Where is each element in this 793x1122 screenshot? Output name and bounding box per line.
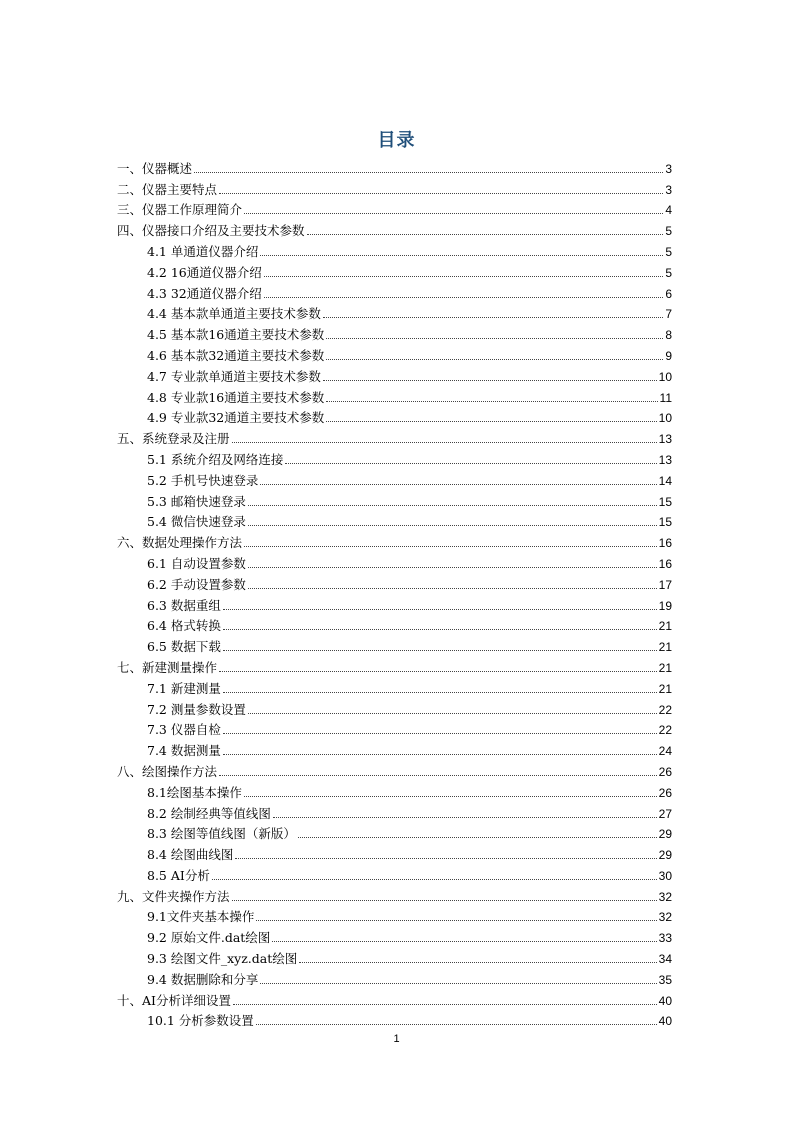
dot-leader xyxy=(299,962,656,963)
toc-entry-page: 14 xyxy=(658,473,672,488)
toc-entry-page: 26 xyxy=(658,764,672,779)
dot-leader xyxy=(223,609,657,610)
toc-entry-page: 21 xyxy=(658,681,672,696)
dot-leader xyxy=(244,546,657,547)
toc-entry-page: 40 xyxy=(658,993,672,1008)
toc-entry-title: 8.4 绘图曲线图 xyxy=(147,847,234,863)
dot-leader xyxy=(233,1004,657,1005)
toc-entry-title: 6.2 手动设置参数 xyxy=(147,576,246,592)
dot-leader xyxy=(264,276,664,277)
toc-entry-title: 4.6 基本款32通道主要技术参数 xyxy=(147,347,325,363)
dot-leader xyxy=(212,879,657,880)
dot-leader xyxy=(256,920,656,921)
toc-entry-title: 8.1绘图基本操作 xyxy=(147,784,242,800)
toc-entry-title: 5.3 邮箱快速登录 xyxy=(147,493,246,509)
toc-entry-page: 4 xyxy=(665,203,672,218)
toc-subsection-entry[interactable] xyxy=(117,904,672,925)
toc-entry-title: 7.2 测量参数设置 xyxy=(147,701,246,717)
dot-leader xyxy=(223,733,657,734)
toc-entry-page: 10 xyxy=(658,369,672,384)
toc-entry-page: 27 xyxy=(658,806,672,821)
toc-subsection-entry[interactable] xyxy=(117,633,672,654)
toc-entry-title: 九、文件夹操作方法 xyxy=(117,888,230,904)
toc-entry-title: 10.1 分析参数设置 xyxy=(147,1013,254,1029)
toc-entry-page: 16 xyxy=(658,536,672,551)
toc-section-entry[interactable] xyxy=(117,987,672,1008)
toc-section-entry[interactable] xyxy=(117,654,672,675)
toc-entry-title: 4.4 基本款单通道主要技术参数 xyxy=(147,306,321,322)
toc-subsection-entry[interactable] xyxy=(117,259,672,280)
toc-entry-title: 七、新建测量操作 xyxy=(117,659,218,675)
dot-leader xyxy=(260,255,663,256)
dot-leader xyxy=(248,713,657,714)
toc-entry-page: 24 xyxy=(658,744,672,759)
toc-entry-page: 6 xyxy=(665,286,672,301)
toc-entry-title: 9.4 数据删除和分享 xyxy=(147,971,259,987)
toc-entry-title: 6.3 数据重组 xyxy=(147,597,221,613)
dot-leader xyxy=(323,317,663,318)
toc-entry-title: 4.5 基本款16通道主要技术参数 xyxy=(147,327,325,343)
toc-entry-page: 32 xyxy=(658,910,672,925)
toc-section-entry[interactable] xyxy=(117,758,672,779)
toc-subsection-entry[interactable] xyxy=(117,613,672,634)
toc-subsection-entry[interactable] xyxy=(117,550,672,571)
toc-entry-page: 13 xyxy=(658,452,672,467)
toc-entry-title: 6.5 数据下载 xyxy=(147,639,221,655)
toc-entry-page: 19 xyxy=(658,598,672,613)
toc-entry-title: 三、仪器工作原理简介 xyxy=(117,202,243,218)
toc-section-entry[interactable] xyxy=(117,217,672,238)
toc-subsection-entry[interactable] xyxy=(117,966,672,987)
toc-entry-title: 7.4 数据测量 xyxy=(147,743,221,759)
dot-leader xyxy=(223,650,657,651)
toc-entry-page: 15 xyxy=(658,515,672,530)
toc-subsection-entry[interactable] xyxy=(117,1008,672,1029)
dot-leader xyxy=(260,484,656,485)
toc-subsection-entry[interactable] xyxy=(117,821,672,842)
dot-leader xyxy=(273,817,657,818)
toc-subsection-entry[interactable] xyxy=(117,405,672,426)
dot-leader xyxy=(235,858,656,859)
toc-subsection-entry[interactable] xyxy=(117,862,672,883)
toc-subsection-entry[interactable] xyxy=(117,841,672,862)
toc-subsection-entry[interactable] xyxy=(117,945,672,966)
toc-entry-page: 17 xyxy=(658,577,672,592)
toc-subsection-entry[interactable] xyxy=(117,446,672,467)
toc-subsection-entry[interactable] xyxy=(117,571,672,592)
toc-entry-title: 4.1 单通道仪器介绍 xyxy=(147,243,259,259)
toc-section-entry[interactable] xyxy=(117,176,672,197)
dot-leader xyxy=(244,213,663,214)
toc-section-entry[interactable] xyxy=(117,425,672,446)
toc-entry-title: 8.3 绘图等值线图（新版） xyxy=(147,826,296,842)
toc-subsection-entry[interactable] xyxy=(117,737,672,758)
dot-leader xyxy=(256,1024,657,1025)
toc-entry-title: 9.1文件夹基本操作 xyxy=(147,909,255,925)
dot-leader xyxy=(232,900,657,901)
toc-entry-page: 3 xyxy=(665,182,672,197)
toc-section-entry[interactable] xyxy=(117,529,672,550)
toc-entry-page: 21 xyxy=(658,660,672,675)
toc-entry-title: 9.2 原始文件.dat绘图 xyxy=(147,930,271,946)
toc-entry-title: 二、仪器主要特点 xyxy=(117,181,218,197)
toc-subsection-entry[interactable] xyxy=(117,467,672,488)
toc-entry-page: 29 xyxy=(658,848,672,863)
toc-subsection-entry[interactable] xyxy=(117,717,672,738)
toc-entry-page: 5 xyxy=(665,224,672,239)
toc-subsection-entry[interactable] xyxy=(117,924,672,945)
toc-entry-page: 9 xyxy=(665,348,672,363)
toc-entry-title: 6.1 自动设置参数 xyxy=(147,555,246,571)
toc-entry-page: 33 xyxy=(658,931,672,946)
dot-leader xyxy=(323,380,657,381)
toc-subsection-entry[interactable] xyxy=(117,488,672,509)
toc-section-entry[interactable] xyxy=(117,883,672,904)
toc-entry-title: 六、数据处理操作方法 xyxy=(117,535,243,551)
dot-leader xyxy=(326,359,663,360)
dot-leader xyxy=(248,567,657,568)
page-number: 1 xyxy=(393,1033,400,1045)
toc-entry-page: 35 xyxy=(658,972,672,987)
toc-subsection-entry[interactable] xyxy=(117,384,672,405)
dot-leader xyxy=(264,297,664,298)
dot-leader xyxy=(219,775,657,776)
toc-subsection-entry[interactable] xyxy=(117,238,672,259)
toc-entry-title: 5.2 手机号快速登录 xyxy=(147,472,259,488)
toc-entry-title: 5.1 系统介绍及网络连接 xyxy=(147,451,284,467)
dot-leader xyxy=(223,629,657,630)
table-of-contents xyxy=(117,155,672,1028)
toc-entry-page: 34 xyxy=(658,952,672,967)
toc-entry-title: 4.9 专业款32通道主要技术参数 xyxy=(147,410,325,426)
dot-leader xyxy=(244,796,657,797)
toc-subsection-entry[interactable] xyxy=(117,509,672,530)
toc-section-entry[interactable] xyxy=(117,197,672,218)
toc-entry-title: 4.8 专业款16通道主要技术参数 xyxy=(147,389,325,405)
toc-entry-page: 5 xyxy=(665,265,672,280)
dot-leader xyxy=(248,588,657,589)
dot-leader xyxy=(285,463,656,464)
toc-entry-page: 21 xyxy=(658,619,672,634)
dot-leader xyxy=(326,401,657,402)
toc-entry-page: 32 xyxy=(658,889,672,904)
toc-subsection-entry[interactable] xyxy=(117,363,672,384)
toc-entry-title: 8.2 绘制经典等值线图 xyxy=(147,805,271,821)
toc-entry-title: 6.4 格式转换 xyxy=(147,618,221,634)
toc-title: 目录 xyxy=(377,130,416,151)
toc-entry-page: 5 xyxy=(665,244,672,259)
toc-entry-title: 十、AI分析详细设置 xyxy=(117,992,231,1008)
toc-subsection-entry[interactable] xyxy=(117,321,672,342)
toc-subsection-entry[interactable] xyxy=(117,592,672,613)
toc-entry-title: 4.3 32通道仪器介绍 xyxy=(147,285,262,301)
toc-entry-title: 一、仪器概述 xyxy=(117,160,193,176)
toc-entry-page: 29 xyxy=(658,827,672,842)
dot-leader xyxy=(223,692,657,693)
toc-subsection-entry[interactable] xyxy=(117,301,672,322)
toc-entry-title: 7.1 新建测量 xyxy=(147,680,221,696)
toc-subsection-entry[interactable] xyxy=(117,779,672,800)
toc-entry-page: 40 xyxy=(658,1014,672,1029)
toc-entry-page: 30 xyxy=(658,868,672,883)
toc-section-entry[interactable] xyxy=(117,155,672,176)
toc-subsection-entry[interactable] xyxy=(117,696,672,717)
dot-leader xyxy=(326,338,663,339)
toc-entry-title: 8.5 AI分析 xyxy=(147,867,210,883)
toc-entry-page: 22 xyxy=(658,723,672,738)
dot-leader xyxy=(272,941,656,942)
dot-leader xyxy=(326,421,656,422)
toc-entry-page: 7 xyxy=(665,307,672,322)
toc-subsection-entry[interactable] xyxy=(117,675,672,696)
toc-subsection-entry[interactable] xyxy=(117,800,672,821)
toc-entry-title: 9.3 绘图文件_xyz.dat绘图 xyxy=(147,951,298,967)
dot-leader xyxy=(219,671,657,672)
dot-leader xyxy=(223,754,657,755)
toc-subsection-entry[interactable] xyxy=(117,280,672,301)
toc-entry-page: 16 xyxy=(658,556,672,571)
toc-entry-title: 4.7 专业款单通道主要技术参数 xyxy=(147,368,321,384)
toc-entry-page: 8 xyxy=(665,328,672,343)
dot-leader xyxy=(248,505,657,506)
toc-entry-page: 15 xyxy=(658,494,672,509)
toc-entry-page: 21 xyxy=(658,640,672,655)
toc-entry-title: 八、绘图操作方法 xyxy=(117,763,218,779)
toc-entry-page: 26 xyxy=(658,785,672,800)
dot-leader xyxy=(260,983,656,984)
dot-leader xyxy=(248,525,657,526)
toc-entry-page: 11 xyxy=(659,390,672,405)
dot-leader xyxy=(194,172,663,173)
dot-leader xyxy=(307,234,664,235)
toc-entry-title: 五、系统登录及注册 xyxy=(117,431,230,447)
dot-leader xyxy=(219,193,663,194)
toc-entry-page: 10 xyxy=(658,411,672,426)
toc-entry-page: 3 xyxy=(665,161,672,176)
dot-leader xyxy=(232,442,657,443)
dot-leader xyxy=(298,837,657,838)
toc-subsection-entry[interactable] xyxy=(117,342,672,363)
toc-entry-title: 4.2 16通道仪器介绍 xyxy=(147,264,262,280)
toc-entry-title: 5.4 微信快速登录 xyxy=(147,514,246,530)
toc-entry-page: 13 xyxy=(658,432,672,447)
toc-entry-title: 四、仪器接口介绍及主要技术参数 xyxy=(117,223,305,239)
toc-entry-title: 7.3 仪器自检 xyxy=(147,722,221,738)
toc-entry-page: 22 xyxy=(658,702,672,717)
